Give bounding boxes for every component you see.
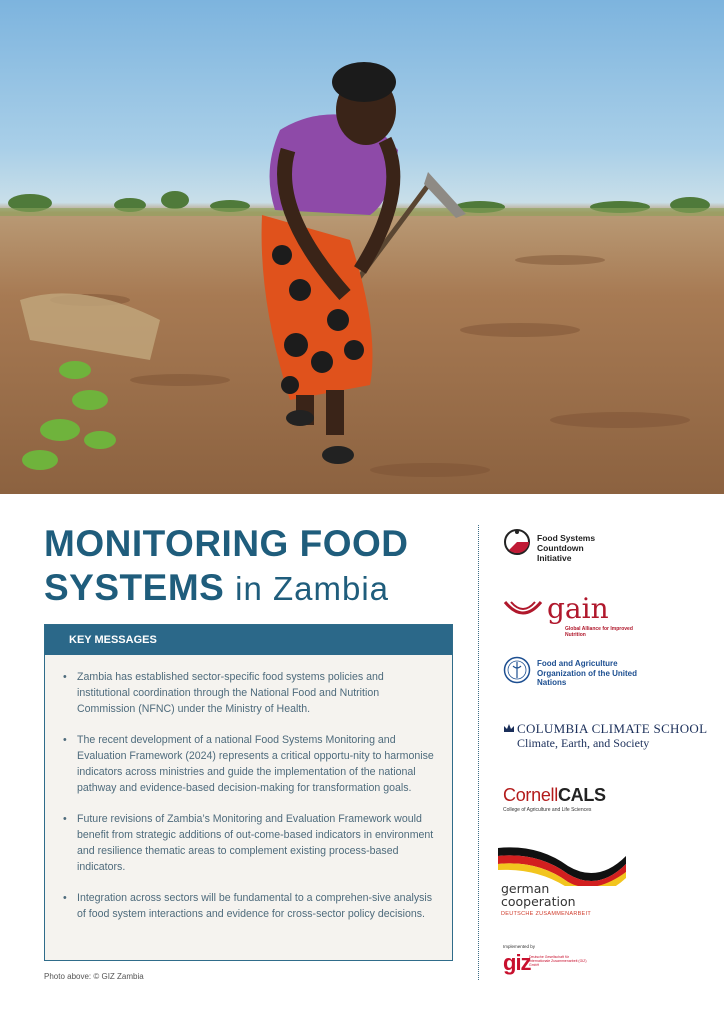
fsci-logo bbox=[503, 528, 653, 563]
crown-icon bbox=[503, 722, 515, 734]
giz-logo bbox=[503, 944, 623, 980]
title-line2-bold: SYSTEMS bbox=[44, 567, 225, 608]
gain-logo bbox=[503, 592, 653, 638]
columbia-line2: Climate, Earth, and Society bbox=[517, 736, 650, 750]
key-message-item: • Future revisions of Zambia’s Monitoring and Evaluation Framework would benefit from strategic additions of out-come-based indicators in environment and resilience thematic areas to complement existing process-based indicators. bbox=[77, 811, 436, 875]
german-line1: german bbox=[501, 881, 550, 896]
cornell-wordmark bbox=[503, 785, 606, 806]
hero-photo bbox=[0, 0, 724, 494]
giz-subtitle: Deutsche Gesellschaft für Internationale Zusammenarbeit (GIZ) GmbH bbox=[529, 955, 587, 967]
title-line2 bbox=[44, 567, 389, 608]
german-flag-wave bbox=[498, 844, 628, 886]
cornell-cals-logo bbox=[503, 785, 663, 817]
german-subtitle: DEUTSCHE ZUSAMMENARBEIT bbox=[501, 911, 592, 917]
gain-icon bbox=[503, 598, 543, 620]
key-message-item: • The recent development of a national Food Systems Monitoring and Evaluation Framework (2024) represents a critical opportu-nity to harmonise indicators across ministries and guide the implementation of the national pathway and evidence-based decision-making for transformation goals. bbox=[77, 732, 436, 796]
fao-icon bbox=[503, 656, 531, 684]
page-title bbox=[44, 522, 464, 611]
title-line2-light: in Zambia bbox=[235, 570, 389, 607]
column-divider bbox=[478, 525, 479, 980]
german-cooperation-logo bbox=[498, 844, 638, 924]
cals-word: CALS bbox=[557, 785, 606, 805]
german-line2: cooperation bbox=[501, 894, 576, 909]
key-messages-heading: KEY MESSAGES bbox=[45, 625, 452, 655]
columbia-logo bbox=[503, 721, 708, 753]
farmer-illustration bbox=[0, 0, 724, 494]
key-message-item: • Integration across sectors will be fundamental to a comprehen-sive analysis of food system interactions and evidence for cross-sector policy decisions. bbox=[77, 890, 436, 922]
key-messages-list bbox=[45, 669, 452, 922]
fao-logo bbox=[503, 656, 653, 688]
gain-subtitle: Global Alliance for Improved Nutrition bbox=[565, 626, 633, 638]
fsci-name: Food Systems Countdown Initiative bbox=[537, 533, 596, 563]
photo-caption: Photo above: © GIZ Zambia bbox=[44, 972, 144, 981]
implemented-by-label: Implemented by bbox=[503, 944, 536, 949]
german-cooperation-text bbox=[501, 882, 636, 922]
gain-wordmark: gain bbox=[547, 592, 609, 625]
key-messages-box bbox=[44, 624, 453, 961]
cornell-word: Cornell bbox=[503, 785, 558, 805]
key-message-item: • Zambia has established sector-specific food systems policies and institutional coordination through the National Food and Nutrition Commission (NFNC) under the Ministry of Health. bbox=[77, 669, 436, 717]
fao-name: Food and Agriculture Organization of the United Nations bbox=[537, 659, 637, 687]
columbia-line1: COLUMBIA CLIMATE SCHOOL bbox=[517, 721, 708, 736]
giz-wordmark: giz bbox=[503, 950, 531, 975]
title-line1: MONITORING FOOD bbox=[44, 523, 409, 564]
cornell-subtitle: College of Agriculture and Life Sciences bbox=[503, 807, 592, 813]
fsci-icon bbox=[503, 528, 531, 556]
